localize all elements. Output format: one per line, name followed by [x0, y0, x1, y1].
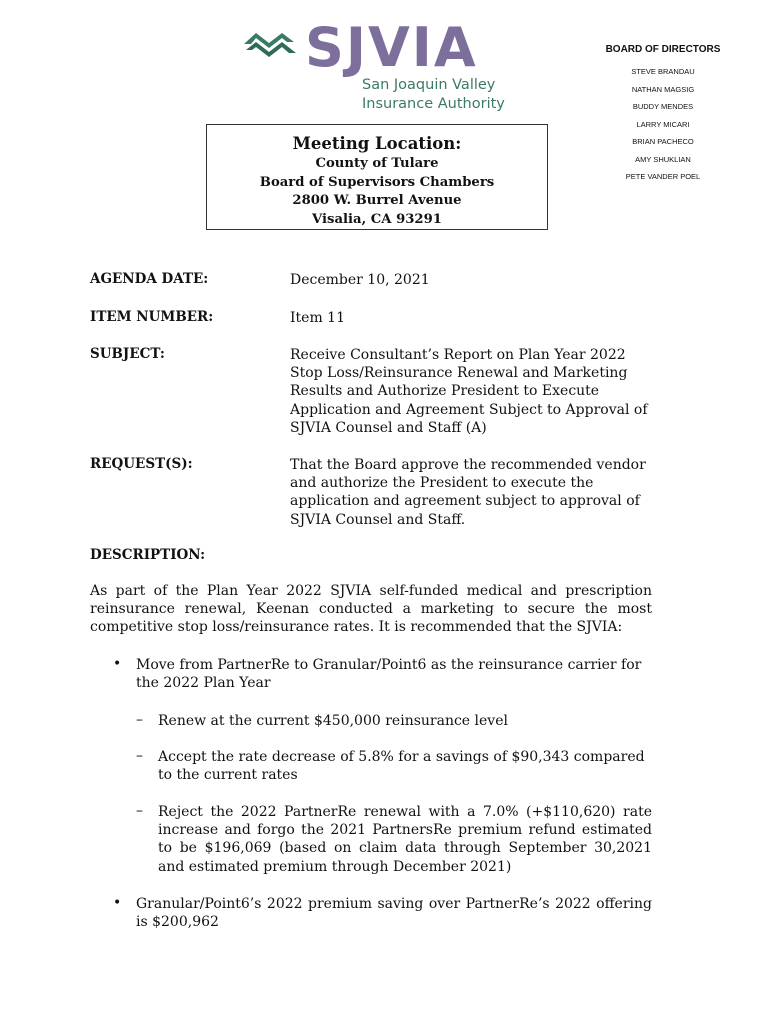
logo-subtitle-line1: San Joaquin Valley — [362, 77, 496, 93]
board-member: PETE VANDER POEL — [625, 172, 701, 181]
board-member: BUDDY MENDES — [632, 102, 694, 111]
sub-bullet-item: Renew at the current $450,000 reinsurance level — [158, 713, 508, 729]
description-intro: As part of the Plan Year 2022 SJVIA self-funded medical and prescription reinsurance renewal, Keenan conducted a marketing to secure the most competitive stop loss/reinsurance rates. It is recommended that the SJVIA: — [90, 583, 652, 636]
bullet-item: Granular/Point6’s 2022 premium saving over PartnerRe’s 2022 offering is $200,962 — [136, 896, 652, 931]
item-number-value: Item 11 — [290, 310, 345, 326]
meeting-line: 2800 W. Burrel Avenue — [292, 193, 462, 208]
bullet-icon: • — [113, 656, 122, 672]
bullet-item: Move from PartnerRe to Granular/Point6 as the reinsurance carrier for the 2022 Plan Year — [136, 657, 642, 692]
item-number-label: ITEM NUMBER: — [90, 309, 214, 325]
board-member: BRIAN PACHECO — [632, 137, 694, 146]
description-heading: DESCRIPTION: — [90, 547, 206, 563]
board-heading: BOARD OF DIRECTORS — [605, 44, 721, 55]
agenda-date-label: AGENDA DATE: — [90, 271, 209, 287]
bullet-icon: • — [113, 895, 122, 911]
dash-icon: – — [136, 748, 143, 764]
sub-bullet-item: Reject the 2022 PartnerRe renewal with a 7.0% (+$110,620) rate increase and forgo the 2021 PartnersRe premium refund estimated to be $196,069 (based on claim data through September 30,2021 and estimated premium through December 2021) — [158, 804, 652, 875]
meeting-title: Meeting Location: — [292, 134, 462, 153]
board-member: AMY SHUKLIAN — [635, 154, 691, 164]
logo-wordmark: SJVIA — [305, 16, 478, 79]
sjvia-logo-icon — [242, 28, 298, 62]
dash-icon: – — [136, 803, 143, 819]
meeting-line: Board of Supervisors Chambers — [259, 174, 495, 190]
agenda-date-value: December 10, 2021 — [290, 272, 430, 288]
board-member: NATHAN MAGSIG — [631, 84, 695, 94]
logo-subtitle-line2: Insurance Authority — [362, 96, 505, 112]
board-member: LARRY MICARI — [636, 119, 690, 129]
board-member: STEVE BRANDAU — [631, 67, 695, 76]
request-value: That the Board approve the recommended vendor and authorize the President to execute the application and agreement subject to approval of SJVIA Counsel and Staff. — [290, 457, 646, 528]
subject-value: Receive Consultant’s Report on Plan Year 2022 Stop Loss/Reinsurance Renewal and Marketing Results and Authorize President to Execute Application and Agreement Subject to Approval of SJVIA Counsel and Staff (A) — [290, 347, 648, 436]
board-of-directors — [600, 44, 726, 186]
subject-label: SUBJECT: — [90, 346, 165, 362]
meeting-line: County of Tulare — [315, 156, 439, 171]
sub-bullet-item: Accept the rate decrease of 5.8% for a savings of $90,343 compared to the current rates — [158, 749, 645, 784]
logo-subtitle — [362, 76, 505, 114]
meeting-line: Visalia, CA 93291 — [312, 211, 442, 227]
request-label: REQUEST(S): — [90, 456, 193, 472]
meeting-location-box — [206, 124, 548, 230]
dash-icon: – — [136, 712, 143, 728]
